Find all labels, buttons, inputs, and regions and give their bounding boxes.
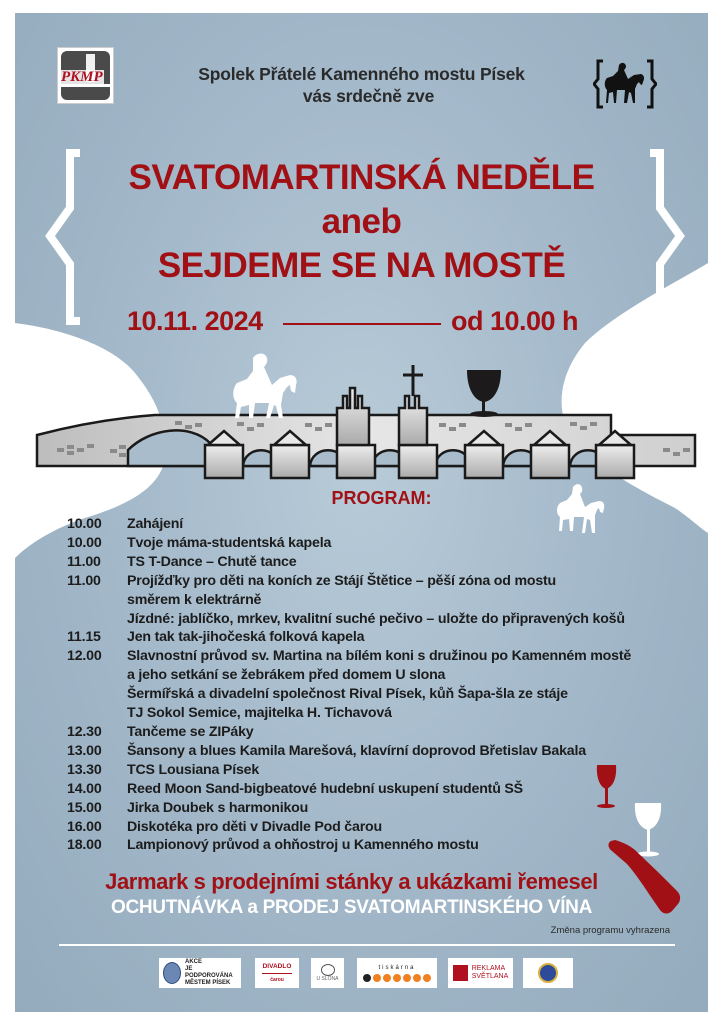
program-description: Šermířská a divadelní společnost Rival Písek, kůň Šapa-šla ze stáje xyxy=(127,686,568,703)
program-item xyxy=(67,515,697,534)
program-item xyxy=(67,761,697,780)
program-time: 18.00 xyxy=(67,837,102,854)
sponsor-text: SVĚTLANA xyxy=(471,973,509,980)
program-time: 16.00 xyxy=(67,818,102,835)
sponsor-divadlo xyxy=(255,958,299,988)
sponsor-text: čarou xyxy=(270,976,284,983)
poster-panel xyxy=(15,13,708,1012)
elephant-icon xyxy=(321,964,335,976)
program-description: TS T-Dance – Chutě tance xyxy=(127,553,297,570)
program-time: 10.00 xyxy=(67,516,102,532)
city-crest-icon xyxy=(163,962,181,984)
sponsor-text: tiskárna xyxy=(378,964,416,971)
program-description: Jirka Doubek s harmonikou xyxy=(127,799,309,816)
program-time: 13.30 xyxy=(67,761,102,778)
program-time: 13.00 xyxy=(67,742,102,759)
footer-divider xyxy=(59,944,675,946)
sponsor-tiskarna xyxy=(357,958,437,988)
program-description: TCS Lousiana Písek xyxy=(127,761,260,778)
title-line-1: SVATOMARTINSKÁ NEDĚLE xyxy=(128,158,595,197)
program-description: Šansony a blues Kamila Marešová, klavírní doprovod Břetislav Bakala xyxy=(127,742,586,759)
program-description: Reed Moon Sand-bigbeatové hudební uskupení studentů SŠ xyxy=(127,780,523,797)
program-time: 12.30 xyxy=(67,723,102,740)
sponsor-u-slona xyxy=(311,958,344,988)
program-time: 11.00 xyxy=(67,572,101,589)
program-time xyxy=(67,666,127,685)
program-time: 11.15 xyxy=(67,629,101,646)
program-time xyxy=(67,610,127,629)
event-start-time: od 10.00 h xyxy=(451,306,579,336)
program-time: 10.00 xyxy=(67,534,102,551)
program-item xyxy=(67,818,697,837)
program-item xyxy=(67,572,697,591)
wine-tasting-line: OCHUTNÁVKA a PRODEJ SVATOMARTINSKÉHO VÍNA xyxy=(110,897,593,918)
program-time xyxy=(67,685,127,704)
sponsor-text: AKCE xyxy=(185,959,203,965)
program-item xyxy=(67,628,697,647)
program-item xyxy=(67,647,697,666)
program-time: 14.00 xyxy=(67,780,102,797)
organizer-line: Spolek Přátelé Kamenného mostu Písek xyxy=(198,64,525,84)
program-description: Lampionový průvod a ohňostroj u Kamenného mostu xyxy=(127,837,479,854)
jarmark-line: Jarmark s prodejními stánky a ukázkami řemesel xyxy=(105,869,598,894)
program-description: Diskotéka pro děti v Divadle Pod čarou xyxy=(127,818,382,835)
program-description: Tančeme se ZIPáky xyxy=(127,723,254,740)
program-description: Tvoje máma-studentská kapela xyxy=(127,534,332,551)
sponsor-mesto-pisek xyxy=(159,958,241,988)
title-line-2: aneb xyxy=(321,202,402,241)
program-item xyxy=(67,780,697,799)
program-description: Jízdné: jablíčko, mrkev, kvalitní suché pečivo – uložte do připravených košů xyxy=(127,610,625,627)
program-list xyxy=(67,515,697,855)
event-date: 10.11. 2024 xyxy=(127,306,263,336)
program-time xyxy=(67,591,127,610)
sponsor-text: MĚSTEM PÍSEK xyxy=(185,980,231,986)
program-heading: PROGRAM: xyxy=(331,488,432,508)
program-item xyxy=(67,591,697,610)
sponsor-text: U SLONA xyxy=(316,975,339,982)
program-item xyxy=(67,836,697,855)
program-item xyxy=(67,685,697,704)
program-description: Zahájení xyxy=(127,516,183,532)
goblet-icon xyxy=(467,370,501,417)
invite-line: vás srdečně zve xyxy=(302,86,435,106)
program-change-note: Změna programu vyhrazena xyxy=(550,925,670,936)
program-item xyxy=(67,799,697,818)
program-time: 11.00 xyxy=(67,553,101,570)
white-horse-rider-icon xyxy=(233,354,296,419)
sponsor-prachenske-muzeum xyxy=(523,958,573,988)
program-item xyxy=(67,553,697,572)
pkmp-logo-text: PKMP xyxy=(61,69,103,85)
title-line-3: SEJDEME SE NA MOSTĚ xyxy=(157,246,566,285)
reklama-logo-icon xyxy=(453,965,468,981)
sponsor-reklama-svetlana xyxy=(448,958,513,988)
program-description: Slavnostní průvod sv. Martina na bílém koni s družinou po Kamenném mostě xyxy=(127,648,632,665)
date-separator-line xyxy=(283,323,441,325)
program-description: Projížďky pro děti na koních ze Stájí Štětice – pěší zóna od mostu xyxy=(127,572,557,589)
program-description: TJ Sokol Semice, majitelka H. Tichavová xyxy=(127,705,392,722)
sponsor-text: REKLAMA xyxy=(471,965,506,972)
program-item xyxy=(67,723,697,742)
program-item xyxy=(67,742,697,761)
program-time xyxy=(67,704,127,723)
sponsor-text: DIVADLO xyxy=(262,962,292,970)
sponsor-text: JE PODPOROVÁNA xyxy=(185,966,233,979)
program-description: a jeho setkání se žebrákem před domem U slona xyxy=(127,667,446,684)
tiskarna-dots-logo xyxy=(363,974,431,982)
program-item xyxy=(67,534,697,553)
program-item xyxy=(67,666,697,685)
program-item xyxy=(67,610,697,629)
bracket-horse-logo-icon xyxy=(593,59,657,109)
museum-seal-icon xyxy=(538,963,558,983)
program-description: Jen tak tak-jihočeská folková kapela xyxy=(127,629,365,646)
program-item xyxy=(67,704,697,723)
program-time: 12.00 xyxy=(67,648,102,665)
program-description: směrem k elektrárně xyxy=(127,591,262,608)
cross-icon xyxy=(403,365,423,396)
program-time: 15.00 xyxy=(67,799,102,816)
